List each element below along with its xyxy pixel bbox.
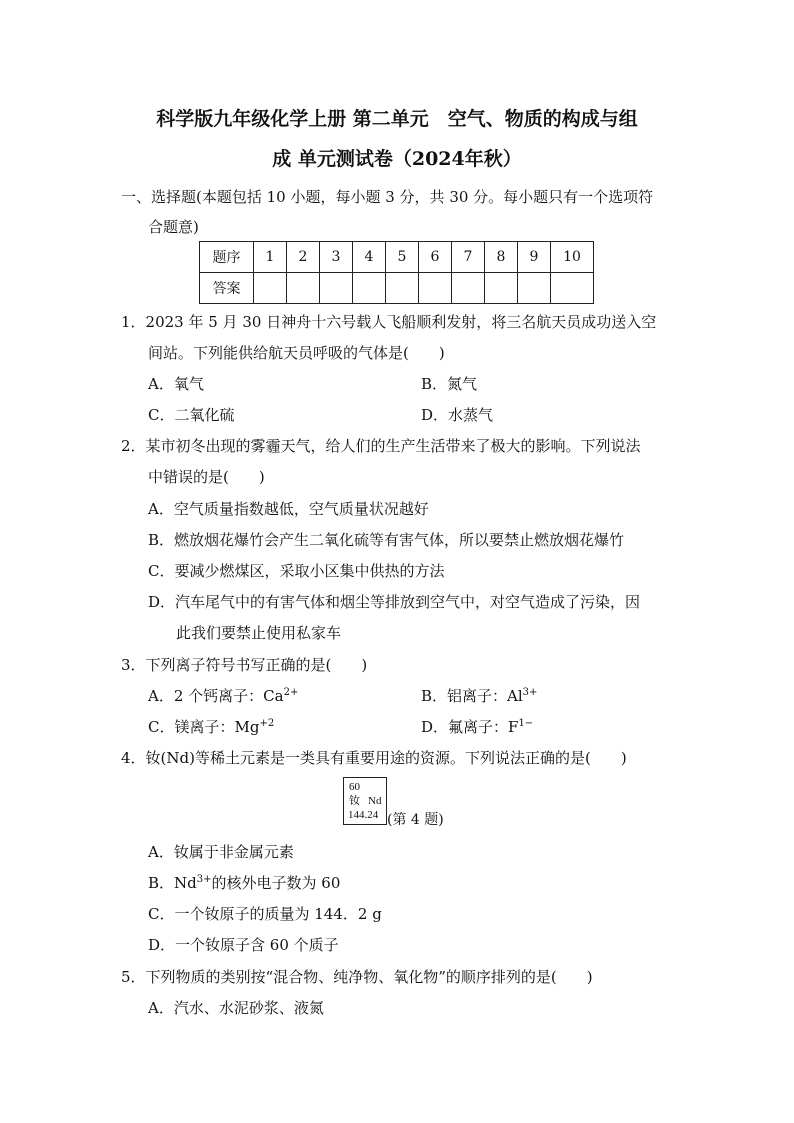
q1-stem: 1．2023 年 5 月 30 日神舟十六号载人飞船顺利发射，将三名航天员成功送入空 bbox=[121, 313, 657, 331]
element-card-neodymium bbox=[343, 777, 387, 825]
answer-cell[interactable] bbox=[551, 273, 594, 304]
question-number: 3 bbox=[320, 242, 353, 273]
row-label: 答案 bbox=[200, 273, 254, 304]
q4-option-a: A．钕属于非金属元素 bbox=[148, 843, 294, 861]
q3-option-c: C．镁离子：$Mg^{+2}$ bbox=[148, 718, 275, 736]
q3-option-d: D．氟离子：$F^{1-}$ bbox=[421, 718, 534, 736]
q1-option-c: C．二氧化硫 bbox=[148, 406, 235, 424]
answer-cell[interactable] bbox=[353, 273, 386, 304]
q3-stem: 3．下列离子符号书写正确的是( ) bbox=[121, 656, 368, 674]
q4-option-c: C．一个钕原子的质量为 144．2 g bbox=[148, 905, 382, 923]
question-number: 5 bbox=[386, 242, 419, 273]
q5-option-a: A．汽水、水泥砂浆、液氮 bbox=[148, 999, 324, 1017]
question-number: 4 bbox=[353, 242, 386, 273]
answer-cell[interactable] bbox=[254, 273, 287, 304]
atomic-mass: 144.24 bbox=[348, 809, 379, 821]
q4-option-b: B．$Nd^{3+}$的核外电子数为 60 bbox=[148, 874, 341, 892]
q3-option-a: A．2 个钙离子：$Ca^{2+}$ bbox=[148, 687, 299, 705]
q5-stem: 5．下列物质的类别按“混合物、纯净物、氧化物”的顺序排列的是( ) bbox=[121, 968, 593, 986]
section-heading: 一、选择题(本题包括 10 小题，每小题 3 分，共 30 分。每小题只有一个选项符 bbox=[121, 188, 654, 206]
answer-cell[interactable] bbox=[419, 273, 452, 304]
q4-stem: 4．钕(Nd)等稀土元素是一类具有重要用途的资源。下列说法正确的是( ) bbox=[121, 749, 627, 767]
question-number: 10 bbox=[551, 242, 594, 273]
question-number: 9 bbox=[518, 242, 551, 273]
q2-option-b: B．燃放烟花爆竹会产生二氧化硫等有害气体，所以要禁止燃放烟花爆竹 bbox=[148, 531, 625, 549]
q1-option-d: D．水蒸气 bbox=[421, 406, 494, 424]
q2-stem-cont: 中错误的是( ) bbox=[148, 468, 265, 486]
figure-caption: (第 4 题) bbox=[387, 812, 444, 828]
question-number: 1 bbox=[254, 242, 287, 273]
atomic-number: 60 bbox=[349, 781, 360, 793]
q4-option-d: D．一个钕原子含 60 个质子 bbox=[148, 936, 339, 954]
answer-cell[interactable] bbox=[485, 273, 518, 304]
answer-cell[interactable] bbox=[518, 273, 551, 304]
element-symbol: Nd bbox=[368, 795, 382, 807]
answer-cell[interactable] bbox=[452, 273, 485, 304]
q2-option-a: A．空气质量指数越低，空气质量状况越好 bbox=[148, 500, 429, 518]
answer-cell[interactable] bbox=[287, 273, 320, 304]
question-number: 6 bbox=[419, 242, 452, 273]
page-title-line1: 科学版九年级化学上册 第二单元 空气、物质的构成与组 bbox=[156, 108, 638, 130]
row-label: 题序 bbox=[200, 242, 254, 273]
page-title-line2: 成 单元测试卷（2024年秋） bbox=[272, 148, 522, 170]
element-name: 钕 bbox=[349, 795, 360, 807]
answer-cell[interactable] bbox=[386, 273, 419, 304]
q2-option-d: D．汽车尾气中的有害气体和烟尘等排放到空气中，对空气造成了污染，因 bbox=[148, 593, 641, 611]
question-number: 8 bbox=[485, 242, 518, 273]
answer-table bbox=[199, 241, 594, 304]
question-number: 7 bbox=[452, 242, 485, 273]
answer-table-row-numbers bbox=[200, 242, 594, 273]
q1-option-a: A．氧气 bbox=[148, 375, 204, 393]
q3-option-b: B．铝离子：$Al^{3+}$ bbox=[421, 687, 538, 705]
answer-table-row-answers bbox=[200, 273, 594, 304]
q1-stem-cont: 间站。下列能供给航天员呼吸的气体是( ) bbox=[148, 344, 445, 362]
section-heading-cont: 合题意) bbox=[148, 218, 199, 236]
q2-option-c: C．要减少燃煤区，采取小区集中供热的方法 bbox=[148, 562, 445, 580]
answer-cell[interactable] bbox=[320, 273, 353, 304]
q2-stem: 2．某市初冬出现的雾霾天气，给人们的生产生活带来了极大的影响。下列说法 bbox=[121, 437, 641, 455]
question-number: 2 bbox=[287, 242, 320, 273]
q2-option-d-cont: 此我们要禁止使用私家车 bbox=[176, 624, 342, 642]
q1-option-b: B．氮气 bbox=[421, 375, 478, 393]
